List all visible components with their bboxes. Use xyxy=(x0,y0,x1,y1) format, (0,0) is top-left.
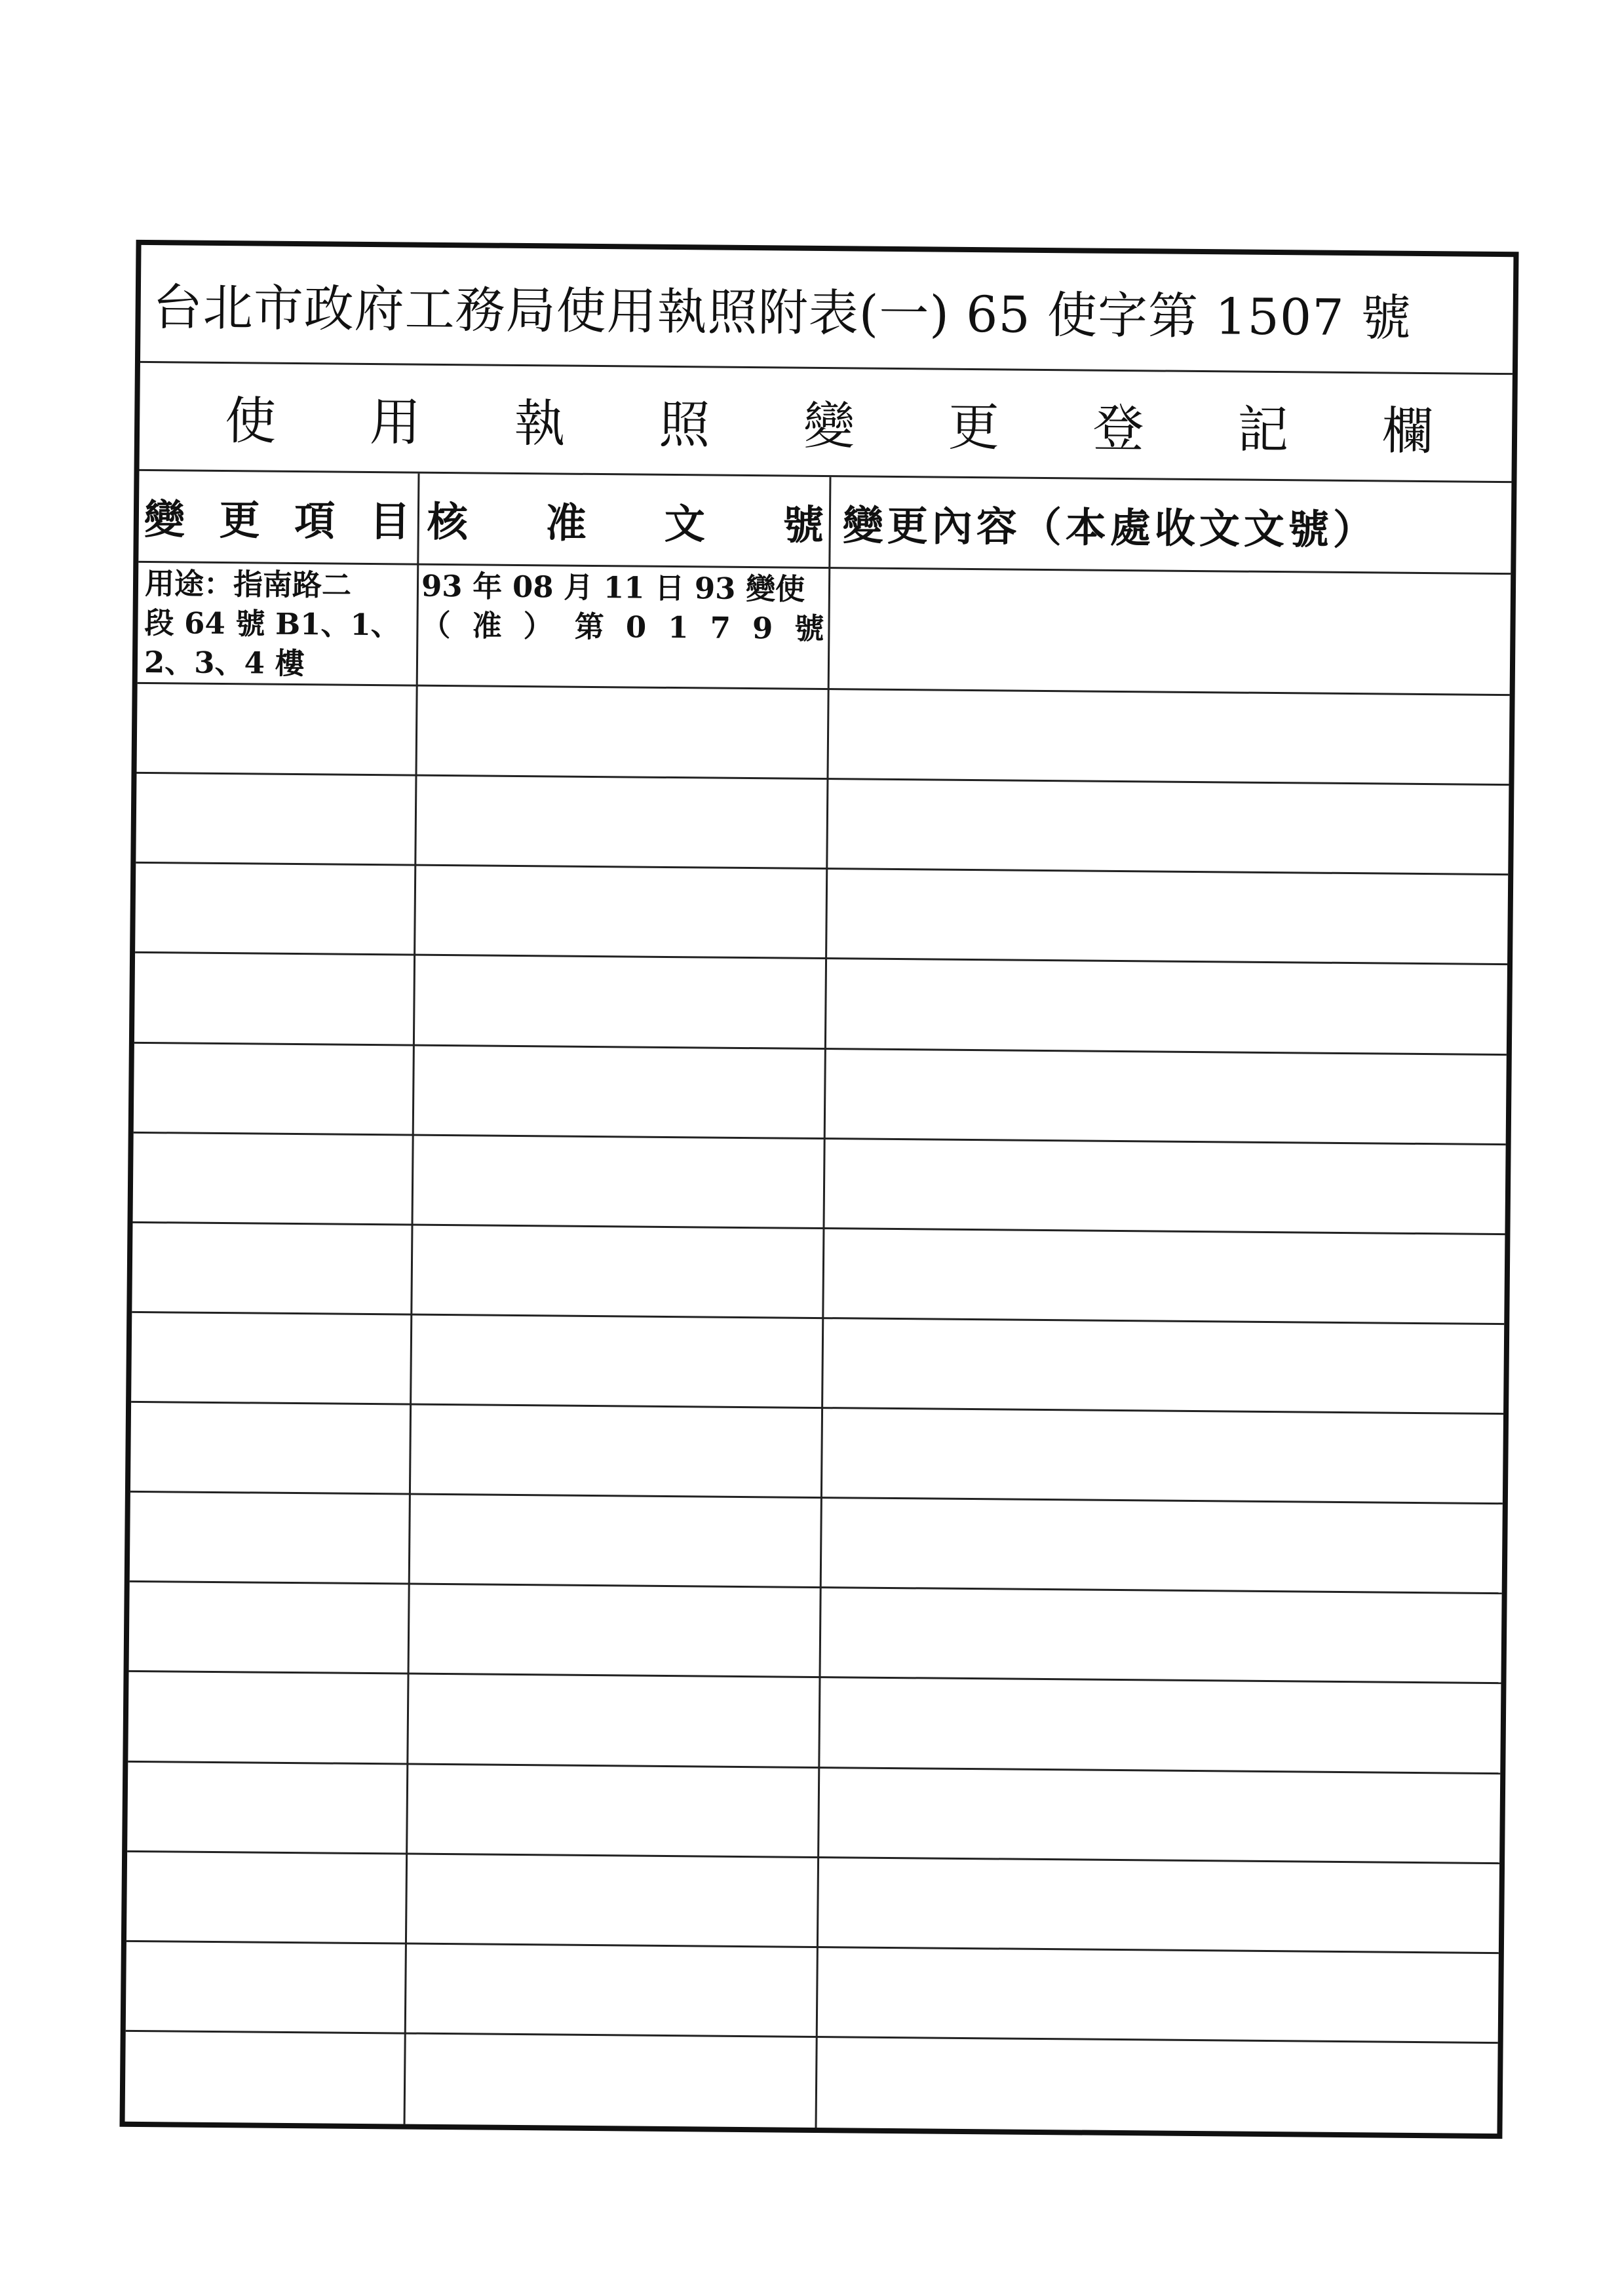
section-title-char: 變 xyxy=(803,396,855,457)
section-title-char: 登 xyxy=(1092,399,1144,459)
change-registry-table xyxy=(125,471,1512,2133)
section-title-char: 更 xyxy=(948,398,1000,458)
section-title xyxy=(140,363,1513,483)
empty-table-row xyxy=(129,1582,1502,1684)
table-row xyxy=(138,563,1511,696)
section-title-char: 用 xyxy=(369,392,421,453)
approval-token: 准 xyxy=(472,608,502,643)
header-approval-number xyxy=(420,474,830,567)
approval-token: 第 xyxy=(574,609,605,645)
header-char: 號 xyxy=(782,501,824,550)
table-header-row xyxy=(138,471,1511,575)
approval-token: 9 xyxy=(752,611,773,646)
change-item-line: 2、3、4 樓 xyxy=(144,644,305,681)
empty-table-row xyxy=(128,1672,1501,1774)
approval-token: 1 xyxy=(668,609,689,645)
approval-token: ） xyxy=(523,609,553,644)
change-item-line: 用途：指南路二 xyxy=(144,565,352,603)
empty-table-row xyxy=(125,2032,1498,2133)
header-char: 准 xyxy=(545,499,587,547)
header-char: 變 xyxy=(144,495,185,544)
section-title-char: 使 xyxy=(224,392,277,451)
empty-table-row xyxy=(132,1223,1505,1325)
section-title-char: 執 xyxy=(514,394,566,454)
header-change-item xyxy=(144,471,419,564)
empty-table-row xyxy=(134,953,1507,1055)
document-title xyxy=(140,245,1513,375)
cell-change-content xyxy=(832,569,1515,694)
empty-table-row xyxy=(136,774,1509,875)
approval-line xyxy=(421,606,824,649)
section-title-char: 照 xyxy=(658,395,710,455)
section-title-char: 記 xyxy=(1237,400,1289,461)
empty-table-row xyxy=(127,1762,1500,1864)
empty-table-row xyxy=(131,1313,1504,1415)
approval-token: 7 xyxy=(710,610,731,645)
empty-table-row xyxy=(134,1043,1507,1145)
empty-table-row xyxy=(126,1942,1499,2044)
header-char: 更 xyxy=(219,495,260,545)
cell-change-item xyxy=(144,563,414,685)
header-char: 核 xyxy=(427,497,469,546)
cell-approval-number xyxy=(421,565,825,688)
empty-table-row xyxy=(136,684,1509,786)
header-change-content xyxy=(833,477,1515,573)
header-char: 項 xyxy=(294,496,336,545)
document-title-text: 台北市政府工務局使用執照附表(一) 65 使字第 1507 號 xyxy=(152,278,1412,347)
approval-token: 號 xyxy=(794,611,824,647)
empty-table-row xyxy=(126,1852,1499,1953)
header-char: 目 xyxy=(369,497,411,546)
section-title-char: 欄 xyxy=(1381,402,1434,462)
empty-table-row xyxy=(133,1133,1506,1234)
header-char: 文 xyxy=(664,499,706,548)
approval-token: 0 xyxy=(625,609,647,645)
approval-token: （ xyxy=(421,607,451,643)
empty-table-row xyxy=(130,1493,1503,1594)
license-attachment-form xyxy=(119,240,1518,2139)
empty-table-row xyxy=(135,864,1508,965)
empty-table-row xyxy=(130,1403,1503,1504)
header-change-content-text: 變更內容（本處收文文號） xyxy=(842,501,1378,554)
change-item-line: 段 64 號 B1、1、 xyxy=(144,605,401,643)
approval-line: 93 年 08 月 11 日 93 變使 xyxy=(421,568,805,607)
table-body xyxy=(125,563,1511,2133)
